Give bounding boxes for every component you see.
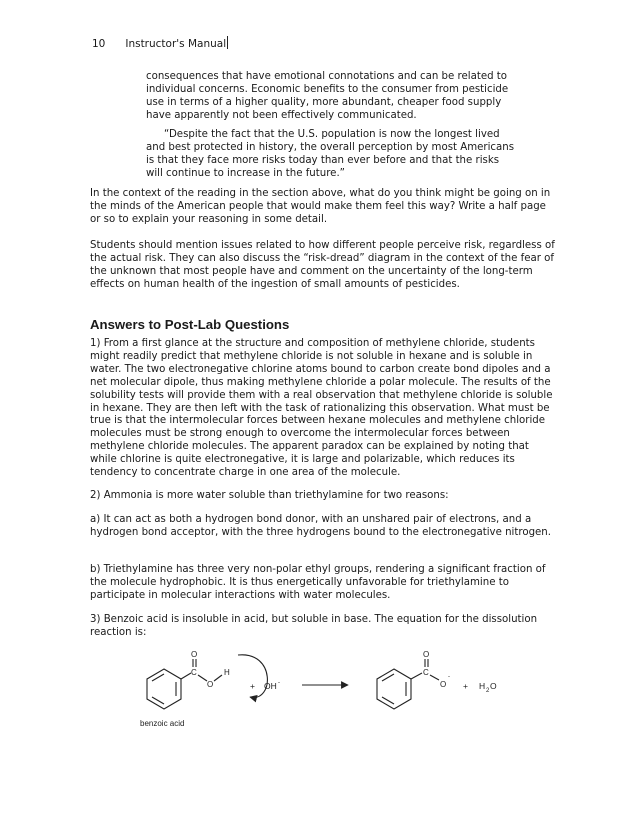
hydroxide-label: OH	[264, 681, 277, 691]
electron-arrow	[238, 655, 267, 698]
carbonyl-oxygen-label: O	[191, 650, 198, 659]
carbon-label: C	[423, 668, 429, 677]
running-title: Instructor's Manual	[125, 38, 227, 50]
dissolution-reaction-diagram	[130, 645, 530, 740]
answer-3: 3) Benzoic acid is insoluble in acid, but soluble in base. The equation for the dissolution reaction is:	[90, 614, 538, 638]
answer-1: 1) From a first glance at the structure and composition of methylene chloride, students might readily predict that methylene chloride is not soluble in hexane and is soluble in water. The two electronegative chlorine atoms bound to carbon create bond dipoles and a net molecular dipole, thus making methylene chloride a polar molecule. The results of the solubility tests will provide them with a real observation that methylene chloride is soluble in hexane. They are then left with the task of rationalizing this observation. What must be true is that the intermolecular forces between hexane molecules and methylene chloride molecules must be strong enough to overcome the intermolecular forces between methylene chloride molecules. The apparent paradox can be explained by noting that while chlorine is quite electronegative, it is large and polarizable, which reduces its tendency to concentrate charge in one area of the molecule.	[90, 338, 553, 479]
carboxylate-oxygen-label: O	[440, 680, 447, 689]
carboxylate-charge: -	[448, 674, 450, 680]
carbon-oxygen-bond	[198, 675, 207, 681]
benzoate-structure	[377, 659, 439, 709]
hydroxide-charge: -	[278, 680, 280, 686]
answer-2a: a) It can act as both a hydrogen bond donor, with an unshared pair of electrons, and a hydrogen bond acceptor, with the three hydrogens bound to the electronegative nitrogen.	[90, 514, 551, 538]
plus-sign: +	[250, 681, 255, 691]
carbon-oxygen-bond	[430, 675, 439, 680]
section-heading: Answers to Post-Lab Questions	[90, 317, 290, 332]
question-paragraph: In the context of the reading in the section above, what do you think might be going on in the minds of the American people that would make them feel this way? Write a half page or so to explain your reasoning in some detail.	[90, 188, 551, 225]
carbonyl-oxygen-label: O	[423, 650, 430, 659]
hydrogen-label: H	[224, 668, 230, 677]
answer-2: 2) Ammonia is more water soluble than triethylamine for two reasons:	[90, 490, 449, 501]
page-number: 10	[92, 38, 106, 50]
water-oxygen-label: O	[490, 681, 497, 691]
answer-paragraph: Students should mention issues related to how different people perceive risk, regardless of the actual risk. They can also discuss the “risk-dread” diagram in the context of the fear of the unknown that most people have and comment on the uncertainty of the long-term effects on human health of the ingestion of small amounts of pesticides.	[90, 240, 555, 290]
answer-2b: b) Triethylamine has three very non-polar ethyl groups, rendering a significant fraction of the molecule hydrophobic. It is thus energetically unfavorable for triethylamine to participate in molecular interactions with water molecules.	[90, 564, 546, 601]
page-header	[92, 36, 228, 50]
carbon-label: C	[191, 668, 197, 677]
ring-carbonyl-bond	[181, 673, 191, 679]
oxygen-hydrogen-bond	[214, 675, 222, 681]
plus-sign: +	[463, 681, 468, 691]
header-rule	[227, 36, 228, 49]
water-subscript: 2	[486, 688, 490, 694]
hydroxyl-oxygen-label: O	[207, 680, 214, 689]
quote-paragraph: “Despite the fact that the U.S. population is now the longest lived and best protected in history, the overall perception by most Americans is that they face more risks today than ever before and that the risks will continue to increase in the future.”	[146, 129, 515, 179]
indented-paragraph: consequences that have emotional connotations and can be related to individual concerns. Economic benefits to the consumer from pesticide use in terms of a higher quality, more abundant, cheaper food supply have apparently not been effectively communicated.	[146, 71, 509, 121]
benzoic-acid-label: benzoic acid	[140, 719, 185, 728]
ring-carbonyl-bond	[411, 673, 422, 679]
water-hydrogen-label: H	[479, 681, 486, 691]
